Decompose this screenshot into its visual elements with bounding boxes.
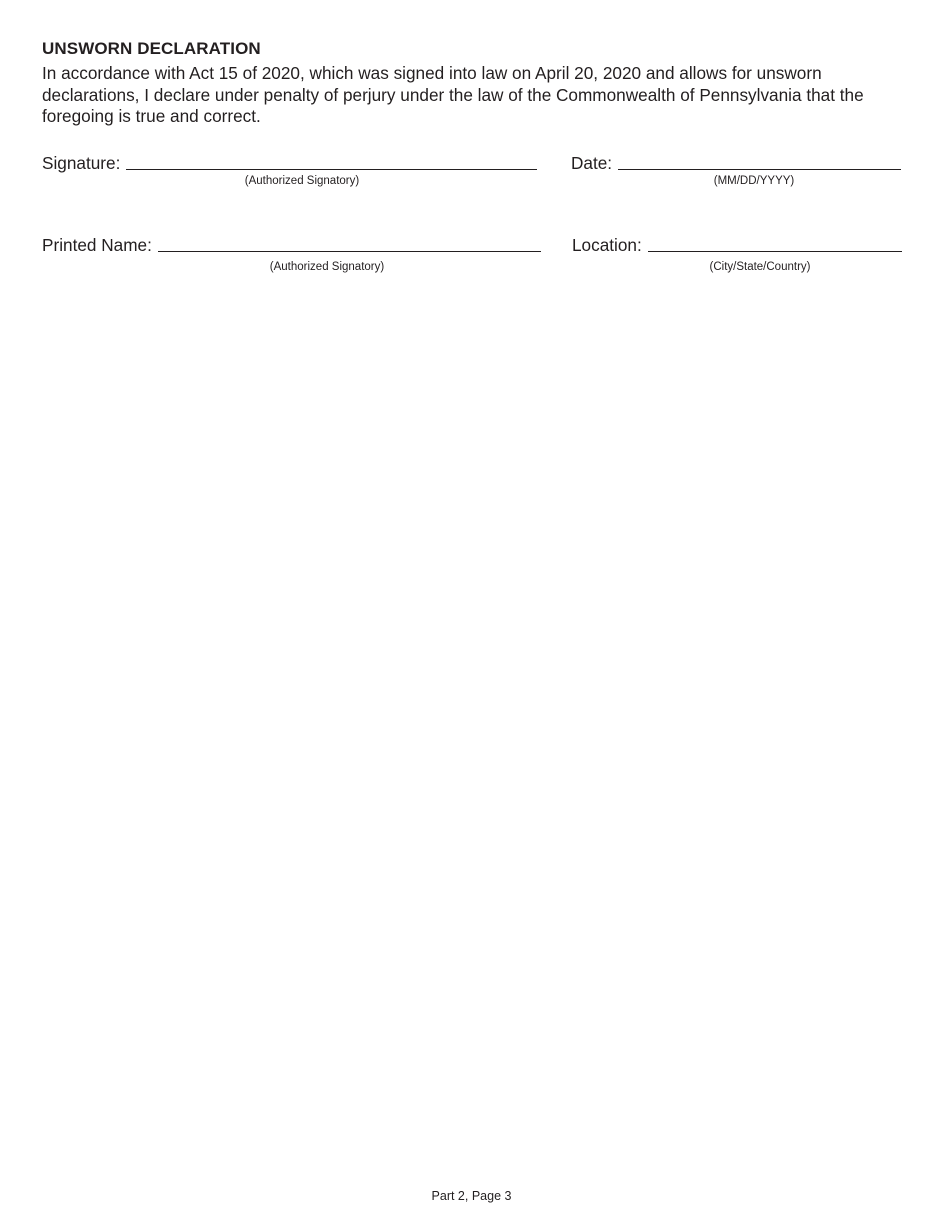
- signature-line[interactable]: [126, 152, 537, 170]
- location-label: Location:: [572, 235, 642, 255]
- printed-name-field[interactable]: [42, 233, 541, 255]
- date-field[interactable]: [571, 151, 901, 173]
- location-line[interactable]: [648, 234, 902, 252]
- printed-name-line[interactable]: [158, 234, 541, 252]
- location-caption: (City/State/Country): [709, 261, 811, 273]
- date-line[interactable]: [618, 152, 901, 170]
- page-footer: Part 2, Page 3: [431, 1189, 512, 1203]
- location-field[interactable]: [572, 233, 902, 255]
- signature-caption: (Authorized Signatory): [244, 175, 360, 187]
- section-heading: UNSWORN DECLARATION: [42, 39, 261, 58]
- declaration-paragraph: In accordance with Act 15 of 2020, which was signed into law on April 20, 2020 and allows for unsworn declarations, I declare under penalty of perjury under the law of the Commonwealth of Pennsylvania that the foregoing is true and correct.: [42, 63, 864, 126]
- printed-name-caption: (Authorized Signatory): [269, 261, 385, 273]
- signature-field[interactable]: [42, 151, 537, 173]
- signature-label: Signature:: [42, 153, 121, 173]
- date-caption: (MM/DD/YYYY): [713, 175, 795, 187]
- date-label: Date:: [571, 153, 613, 173]
- printed-name-label: Printed Name:: [42, 235, 152, 255]
